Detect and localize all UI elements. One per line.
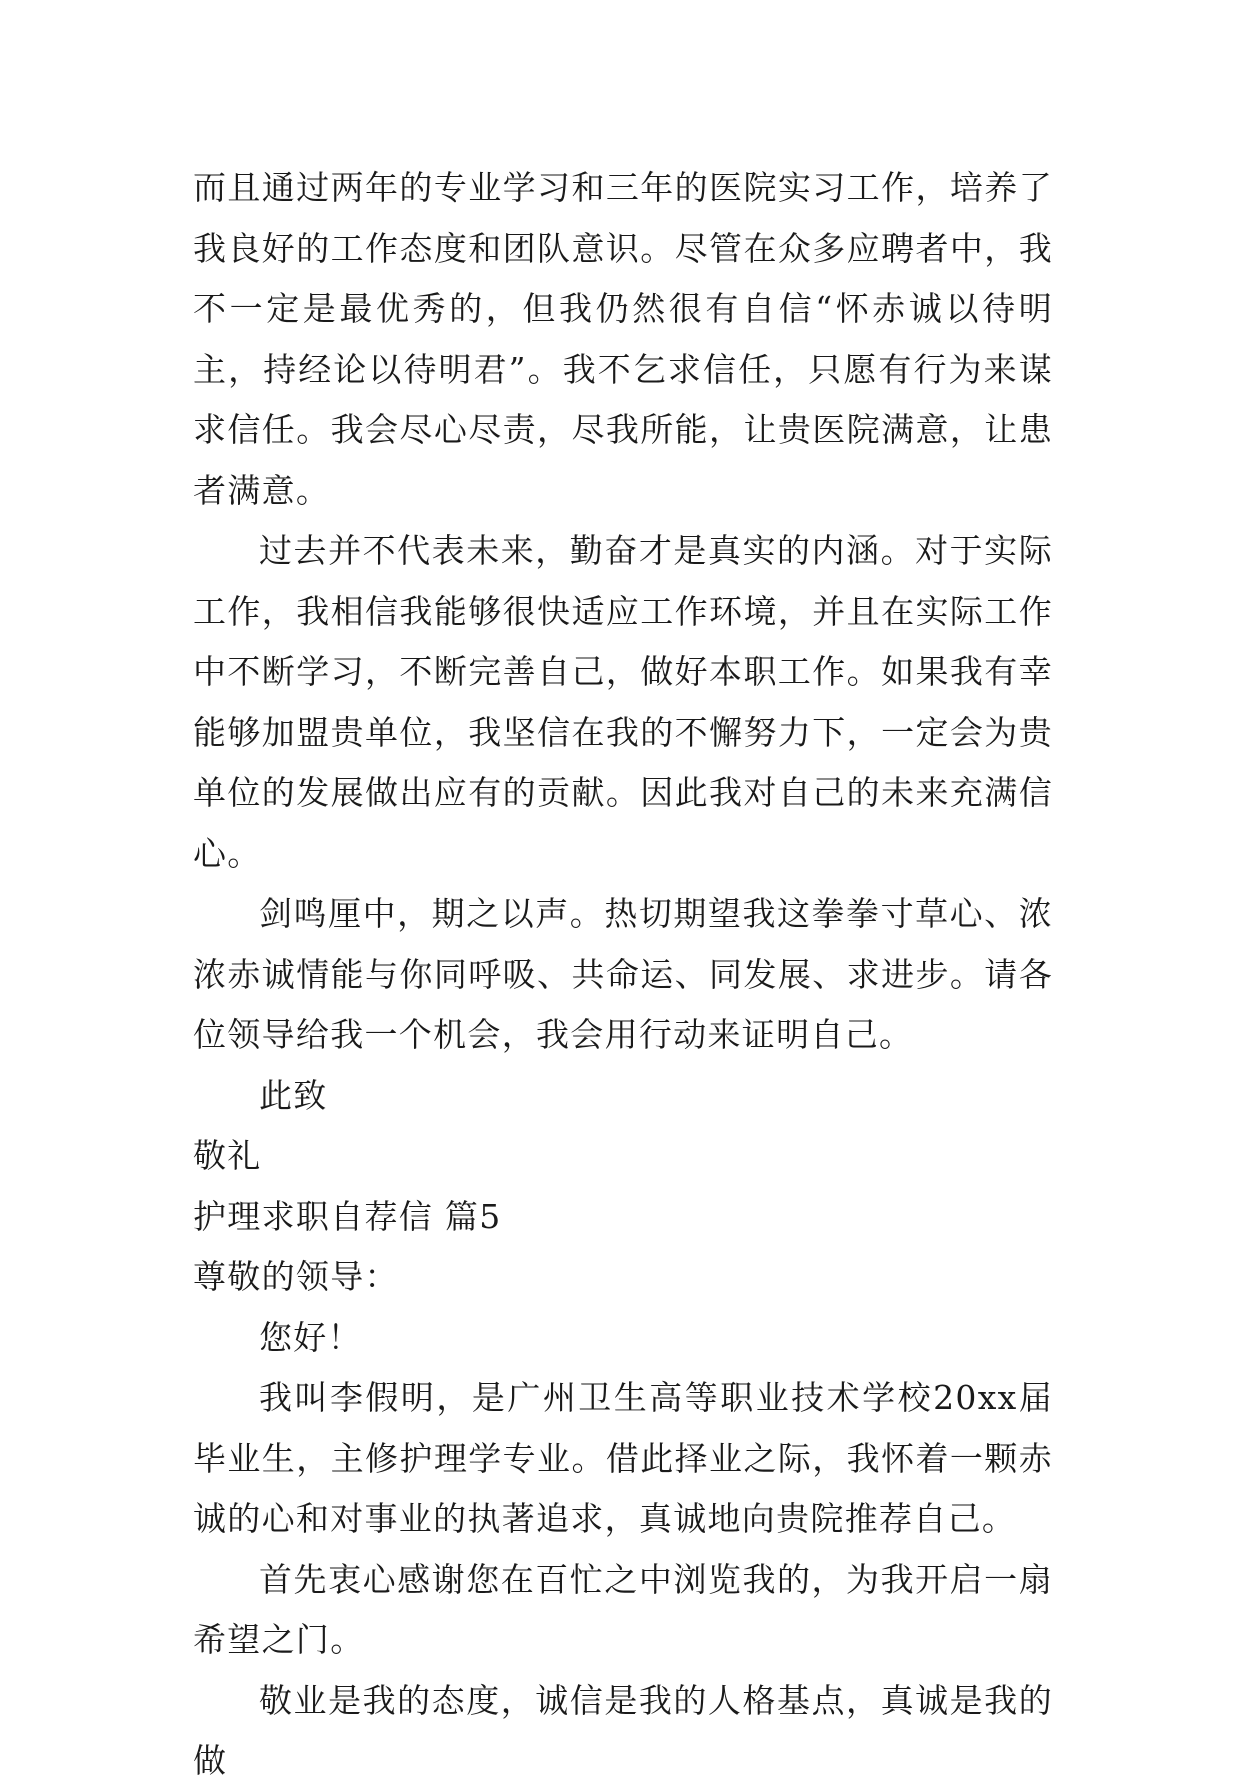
greeting: 您好！: [259, 1317, 362, 1357]
paragraph-intro: 我叫李假明，是广州卫生高等职业技术学校20xx届毕业生，主修护理学专业。借此择业之际，我怀着一颗赤诚的心和对事业的执著追求，真诚地向贵院推荐自己。: [193, 1378, 1053, 1538]
section-title: 护理求职自荐信 篇5: [193, 1196, 502, 1236]
paragraph-continued: 而且通过两年的专业学习和三年的医院实习工作，培养了我良好的工作态度和团队意识。尽管在众多应聘者中，我不一定是最优秀的，但我仍然很有自信“怀赤诚以待明主，持经论以待明君”。我不乞求信任，只愿有行为来谋求信任。我会尽心尽责，尽我所能，让贵医院满意，让患者满意。: [193, 168, 1053, 510]
paragraph-dedication: 敬业是我的态度，诚信是我的人格基点，真诚是我的做: [193, 1680, 1053, 1780]
paragraph-past-future: 过去并不代表未来，勤奋才是真实的内涵。对于实际工作，我相信我能够很快适应工作环境，并且在实际工作中不断学习，不断完善自己，做好本职工作。如果我有幸能够加盟贵单位，我坚信在我的不懈努力下，一定会为贵单位的发展做出应有的贡献。因此我对自己的未来充满信心。: [193, 531, 1053, 873]
paragraph-thanks: 首先衷心感谢您在百忙之中浏览我的，为我开启一扇希望之门。: [193, 1559, 1053, 1659]
paragraph-sword: 剑鸣厘中，期之以声。热切期望我这拳拳寸草心、浓浓赤诚情能与你同呼吸、共命运、同发展、求进步。请各位领导给我一个机会，我会用行动来证明自己。: [193, 894, 1053, 1054]
closing-line-2: 敬礼: [193, 1136, 262, 1175]
salutation: 尊敬的领导：: [193, 1257, 399, 1296]
closing-line-1: 此致: [259, 1075, 328, 1115]
document-body: [193, 158, 1053, 1792]
